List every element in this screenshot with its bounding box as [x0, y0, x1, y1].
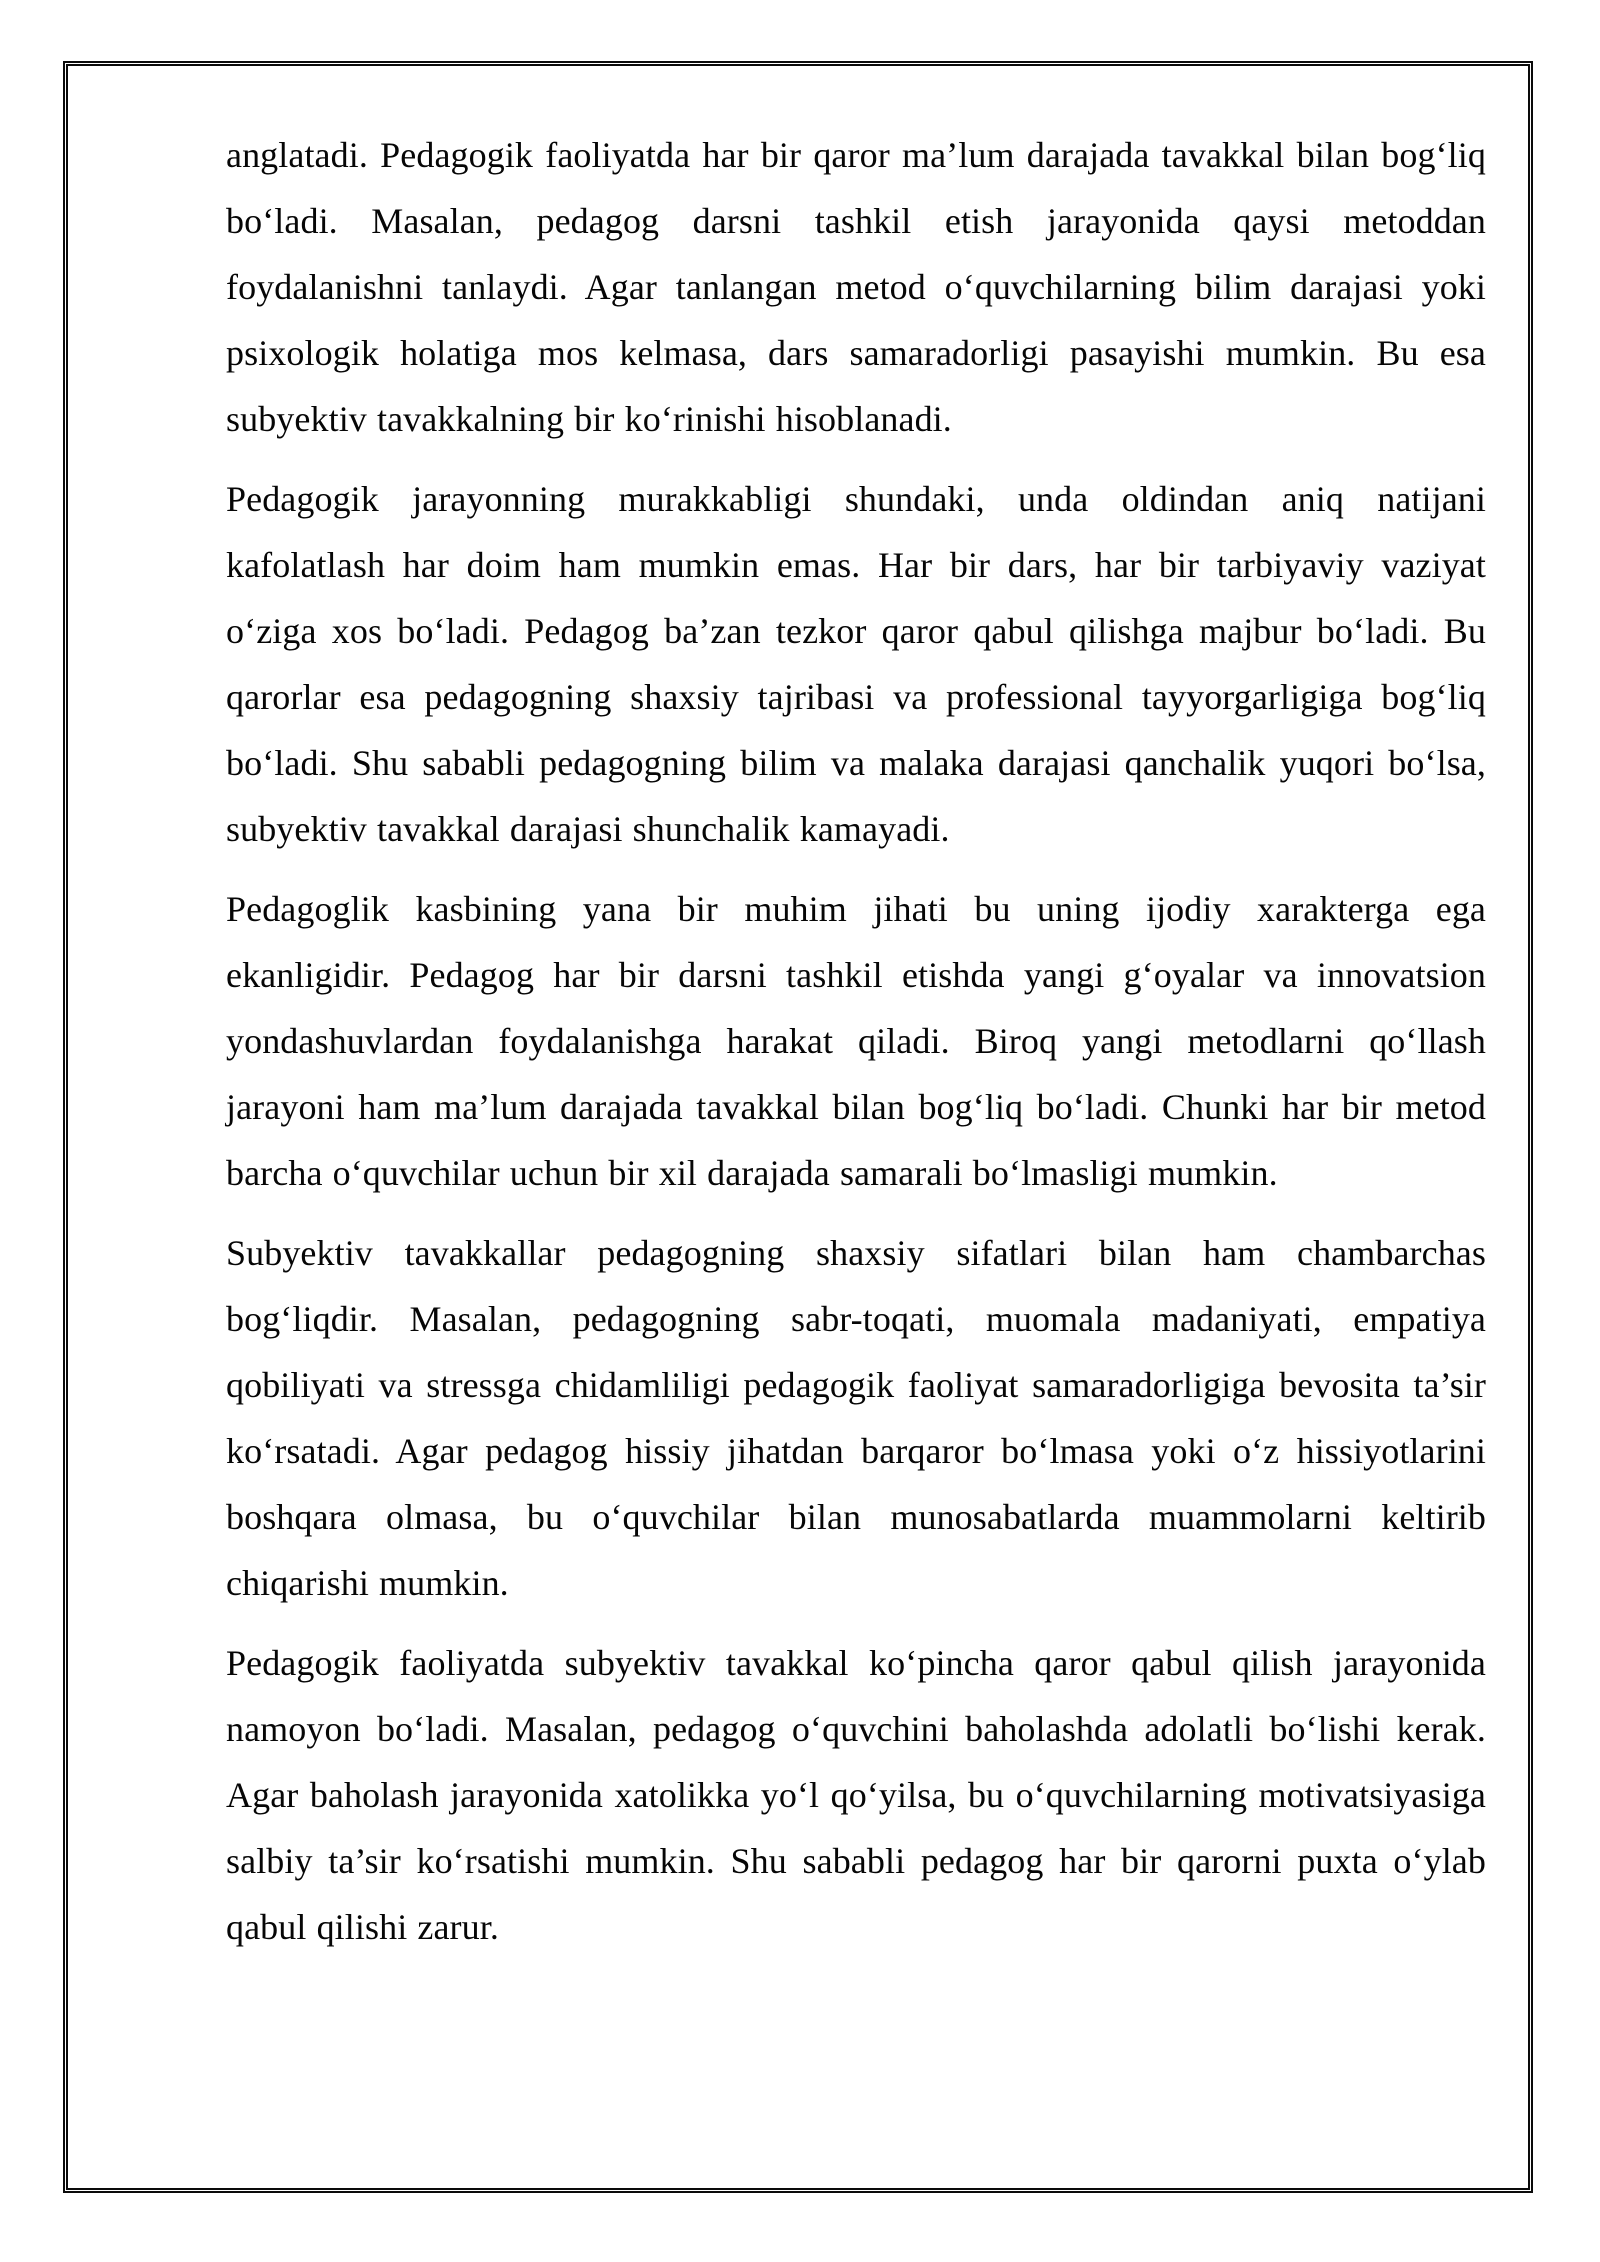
paragraph-2: Pedagogik jarayonning murakkabligi shundaki, unda oldindan aniq natijani kafolatlash har doim ham mumkin emas. Har bir dars, har bir tarbiyaviy vaziyat o‘ziga xos bo‘ladi. Pedagog ba’zan tezkor qaror qabul qilishga majbur bo‘ladi. Bu qarorlar esa pedagogning shaxsiy tajribasi va professional tayyorgarligiga bog‘liq bo‘ladi. Shu sababli pedagogning bilim va malaka darajasi qanchalik yuqori bo‘lsa, subyektiv tavakkal darajasi shunchalik kamayadi. [226, 479, 1486, 849]
paragraph-1: anglatadi. Pedagogik faoliyatda har bir qaror ma’lum darajada tavakkal bilan bog‘liq bo‘ladi. Masalan, pedagog darsni tashkil etish jarayonida qaysi metoddan foydalanishni tanlaydi. Agar tanlangan metod o‘quvchilarning bilim darajasi yoki psixologik holatiga mos kelmasa, dars samaradorligi pasayishi mumkin. Bu esa subyektiv tavakkalning bir ko‘rinishi hisoblanadi. [226, 135, 1486, 439]
document-page-content [68, 66, 1528, 2188]
page-border-frame [63, 61, 1533, 2193]
paragraph-4: Subyektiv tavakkallar pedagogning shaxsiy sifatlari bilan ham chambarchas bog‘liqdir. Masalan, pedagogning sabr-toqati, muomala madaniyati, empatiya qobiliyati va stressga chidamliligi pedagogik faoliyat samaradorligiga bevosita ta’sir ko‘rsatadi. Agar pedagog hissiy jihatdan barqaror bo‘lmasa yoki o‘z hissiyotlarini boshqara olmasa, bu o‘quvchilar bilan munosabatlarda muammolarni keltirib chiqarishi mumkin. [226, 1233, 1486, 1603]
paragraph-5: Pedagogik faoliyatda subyektiv tavakkal ko‘pincha qaror qabul qilish jarayonida namoyon bo‘ladi. Masalan, pedagog o‘quvchini baholashda adolatli bo‘lishi kerak. Agar baholash jarayonida xatolikka yo‘l qo‘yilsa, bu o‘quvchilarning motivatsiyasiga salbiy ta’sir ko‘rsatishi mumkin. Shu sababli pedagog har bir qarorni puxta o‘ylab qabul qilishi zarur. [226, 1643, 1486, 1947]
paragraph-3: Pedagoglik kasbining yana bir muhim jihati bu uning ijodiy xarakterga ega ekanligidir. Pedagog har bir darsni tashkil etishda yangi g‘oyalar va innovatsion yondashuvlardan foydalanishga harakat qiladi. Biroq yangi metodlarni qo‘llash jarayoni ham ma’lum darajada tavakkal bilan bog‘liq bo‘ladi. Chunki har bir metod barcha o‘quvchilar uchun bir xil darajada samarali bo‘lmasligi mumkin. [226, 889, 1486, 1193]
